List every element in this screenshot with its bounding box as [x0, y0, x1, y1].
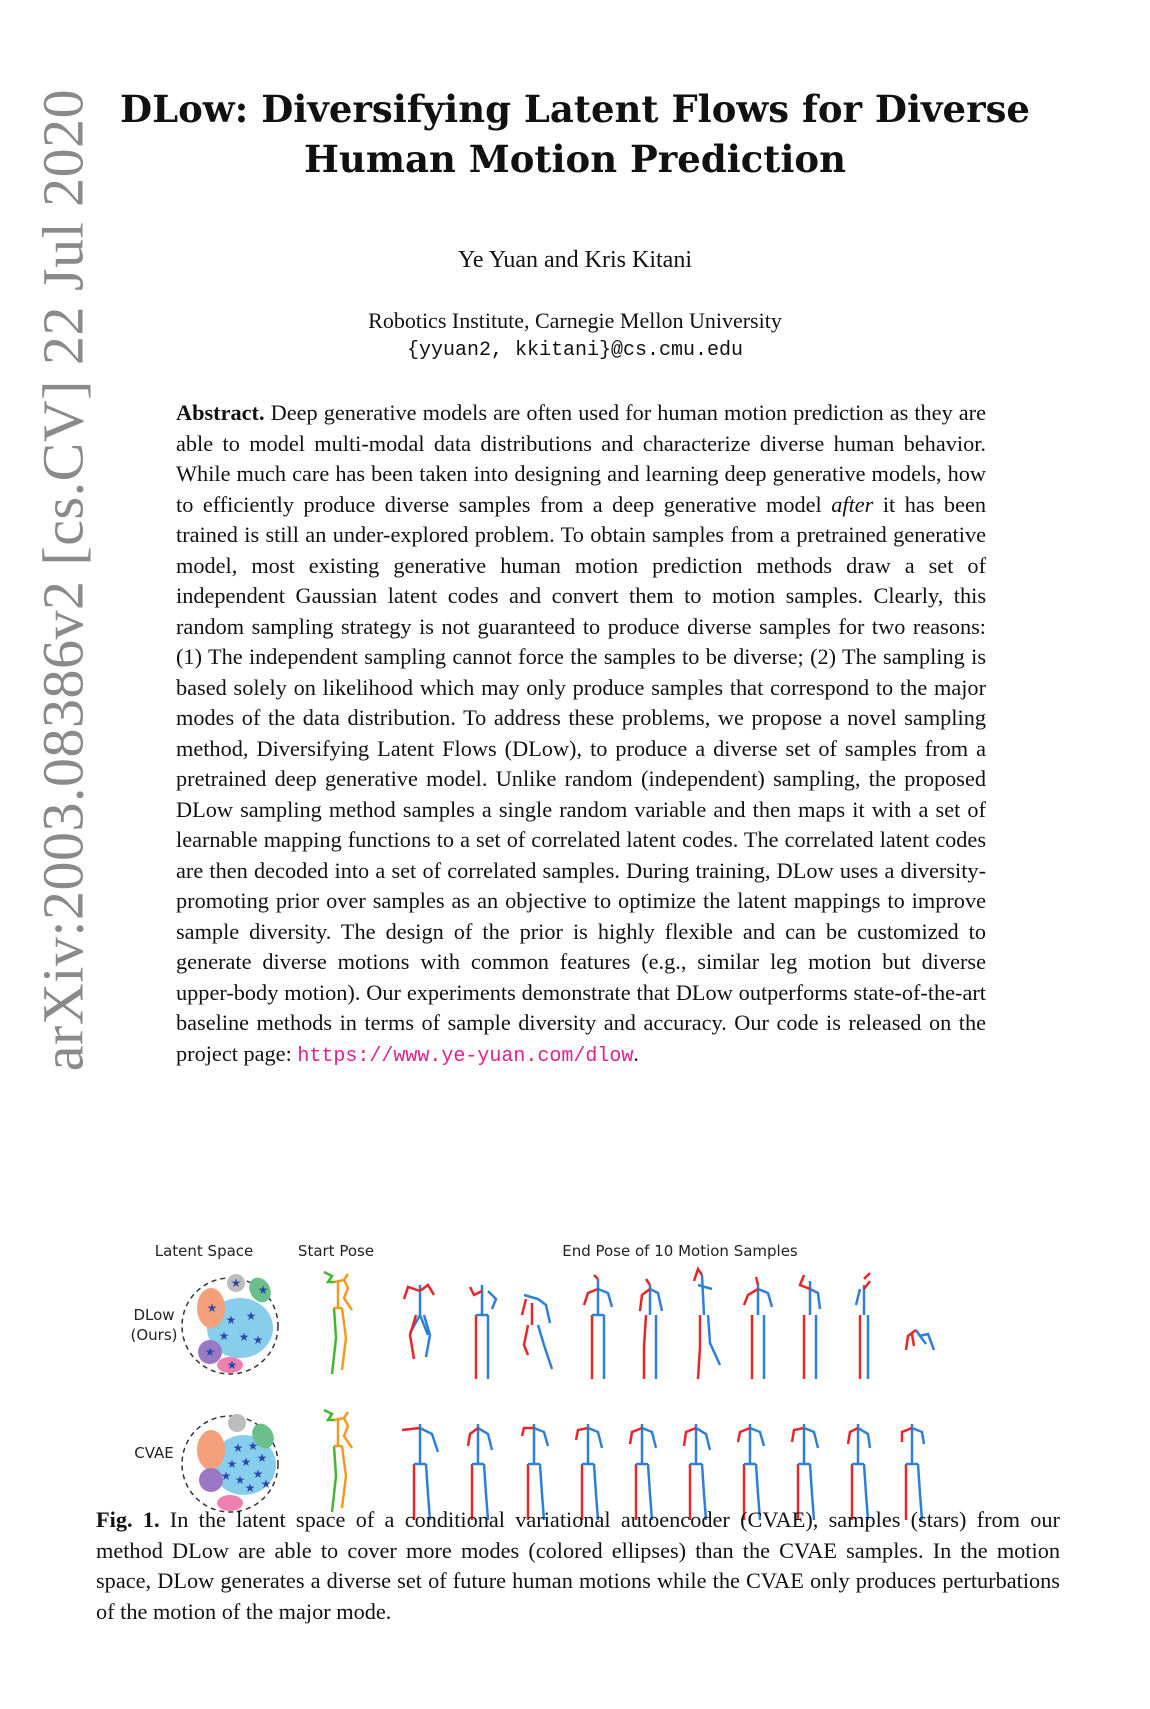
svg-text:★: ★	[244, 1481, 256, 1495]
abstract-label: Abstract.	[176, 400, 265, 425]
header-start-pose: Start Pose	[297, 1242, 375, 1260]
email: {yyuan2, kkitani}@cs.cmu.edu	[406, 339, 744, 362]
authors: Ye Yuan and Kris Kitani	[458, 247, 692, 273]
row1-label-a: DLow	[133, 1306, 175, 1324]
dlow-sample-8	[800, 1275, 820, 1379]
svg-text:★: ★	[238, 1330, 250, 1344]
svg-text:★: ★	[204, 1345, 216, 1359]
dlow-sample-6	[694, 1269, 720, 1379]
figure-1	[120, 1240, 1030, 1530]
dlow-sample-2	[470, 1285, 496, 1379]
row1-label-b: (Ours)	[130, 1326, 178, 1344]
title-line-1: DLow: Diversifying Latent Flows for Diverse	[120, 87, 1030, 131]
arxiv-sidebar	[18, 80, 108, 1080]
caption-label: Fig. 1.	[96, 1507, 160, 1532]
abstract-text-1: Deep generative models are often used for human motion prediction as they are able to model multi-modal data distributions and characterize diverse human behavior. While much care has been taken into designing and learning deep generative models, how to efficiently produce diverse samples from a deep generative model	[176, 400, 986, 517]
dlow-sample-5	[640, 1279, 662, 1379]
svg-text:★: ★	[218, 1329, 230, 1343]
svg-text:★: ★	[245, 1309, 257, 1323]
title-line-2: Human Motion Prediction	[303, 137, 847, 181]
arxiv-identifier: arXiv:2003.08386v2 [cs.CV] 22 Jul 2020	[30, 88, 96, 1072]
svg-text:★: ★	[206, 1301, 218, 1315]
row2-label: CVAE	[134, 1444, 174, 1462]
header-latent-space: Latent Space	[154, 1242, 254, 1260]
abstract	[176, 398, 986, 1072]
start-pose-dlow	[324, 1272, 352, 1374]
abstract-text-2: it has been trained is still an under-explored problem. To obtain samples from a pretrained generative model, most existing generative human motion prediction methods draw a set of independent Gaussian latent codes and convert them to motion samples. Clearly, this random sampling strategy is not guaranteed to produce diverse samples for two reasons: (1) The independent sampling cannot force the samples to be diverse; (2) The sampling is based solely on likelihood which may only produce samples that correspond to the major modes of the data distribution. To address these problems, we propose a novel sampling method, Diversifying Latent Flows (DLow), to produce a diverse set of samples from a pretrained deep generative model. Unlike random (independent) sampling, the proposed DLow sampling method samples a single random variable and then maps it with a set of learnable mapping functions to a set of correlated latent codes. The correlated latent codes are then decoded into a set of correlated samples. During training, DLow uses a diversity-promoting prior over samples as an objective to optimize the latent mappings to improve sample diversity. The design of the prior is highly flexible and can be customized to generate diverse motions with common features (e.g., similar leg motion but diverse upper-body motion). Our experiments demonstrate that DLow outperforms state-of-the-art baseline methods in terms of sample diversity and accuracy. Our code is released on the project page:	[176, 491, 987, 1066]
svg-text:★: ★	[240, 1455, 252, 1469]
svg-text:★: ★	[257, 1283, 269, 1297]
dlow-sample-3	[522, 1295, 552, 1369]
svg-text:★: ★	[252, 1467, 264, 1481]
svg-text:★: ★	[226, 1358, 238, 1372]
latent-space-cvae	[182, 1414, 278, 1512]
svg-text:★: ★	[220, 1469, 232, 1483]
header-end-pose: End Pose of 10 Motion Samples	[562, 1242, 798, 1260]
figure-caption	[96, 1505, 1060, 1627]
paper-title	[120, 84, 1030, 184]
latent-space-dlow	[182, 1274, 278, 1374]
dlow-sample-1	[404, 1285, 434, 1359]
project-link[interactable]: https://www.ye-yuan.com/dlow	[297, 1044, 634, 1068]
caption-text: In the latent space of a conditional variational autoencoder (CVAE), samples (stars) from our method DLow are able to cover more modes (colored ellipses) than the CVAE samples. In the motion space, DLow generates a diverse set of future human motions while the CVAE only produces perturbations of the motion of the major mode.	[96, 1507, 1060, 1624]
dlow-sample-4	[584, 1275, 612, 1379]
svg-text:★: ★	[252, 1333, 264, 1347]
affiliation: Robotics Institute, Carnegie Mellon University	[368, 308, 782, 333]
svg-text:★: ★	[230, 1276, 242, 1290]
svg-text:★: ★	[225, 1313, 237, 1327]
svg-text:★: ★	[226, 1457, 238, 1471]
dlow-sample-7	[744, 1277, 772, 1379]
affiliation-block	[120, 306, 1030, 366]
svg-text:★: ★	[256, 1451, 268, 1465]
dlow-sample-10	[906, 1330, 934, 1350]
svg-text:★: ★	[247, 1439, 259, 1453]
svg-text:★: ★	[260, 1477, 272, 1491]
dlow-sample-9	[856, 1273, 870, 1379]
start-pose-cvae	[324, 1410, 352, 1512]
svg-text:★: ★	[234, 1473, 246, 1487]
figure-1-graphic	[120, 1240, 1030, 1530]
abstract-period: .	[633, 1040, 639, 1066]
svg-text:★: ★	[232, 1441, 244, 1455]
abstract-emphasis: after	[831, 491, 874, 517]
